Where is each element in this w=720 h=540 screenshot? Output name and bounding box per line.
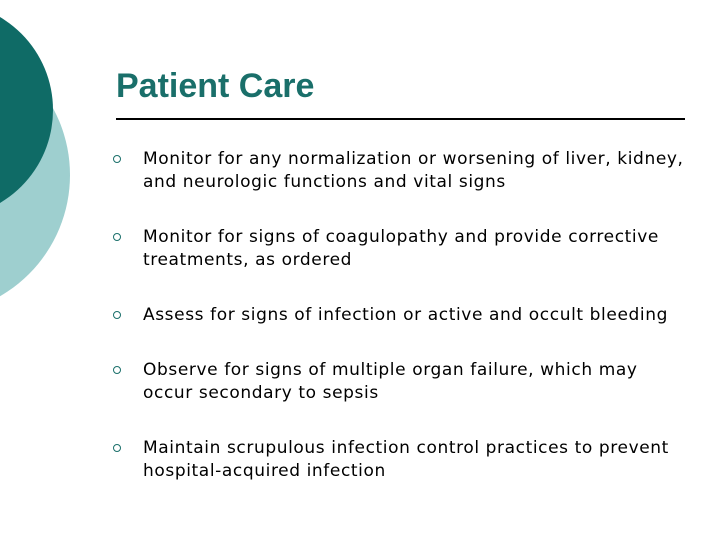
hollow-circle-bullet-icon	[113, 366, 121, 374]
title-underline	[116, 118, 685, 120]
decorative-teal-circles	[0, 0, 120, 300]
bullet-text: Observe for signs of multiple organ failure, which may occur secondary to sepsis	[143, 360, 638, 403]
hollow-circle-bullet-icon	[113, 155, 121, 163]
bullet-text: Monitor for any normalization or worsening of liver, kidney, and neurologic functions and vital signs	[143, 149, 684, 192]
hollow-circle-bullet-icon	[113, 311, 121, 319]
hollow-circle-bullet-icon	[113, 444, 121, 452]
hollow-circle-bullet-icon	[113, 233, 121, 241]
bullet-text: Assess for signs of infection or active and occult bleeding	[143, 305, 668, 325]
bullet-text: Maintain scrupulous infection control practices to prevent hospital-acquired infection	[143, 438, 669, 481]
bullet-item	[113, 226, 693, 272]
bullet-item	[113, 148, 693, 194]
bullet-item	[113, 359, 693, 405]
slide-title: Patient Care	[116, 67, 315, 105]
bullet-item	[113, 437, 693, 483]
bullet-item	[113, 304, 693, 327]
bullet-text: Monitor for signs of coagulopathy and provide corrective treatments, as ordered	[143, 227, 659, 270]
bullet-list	[113, 148, 693, 515]
